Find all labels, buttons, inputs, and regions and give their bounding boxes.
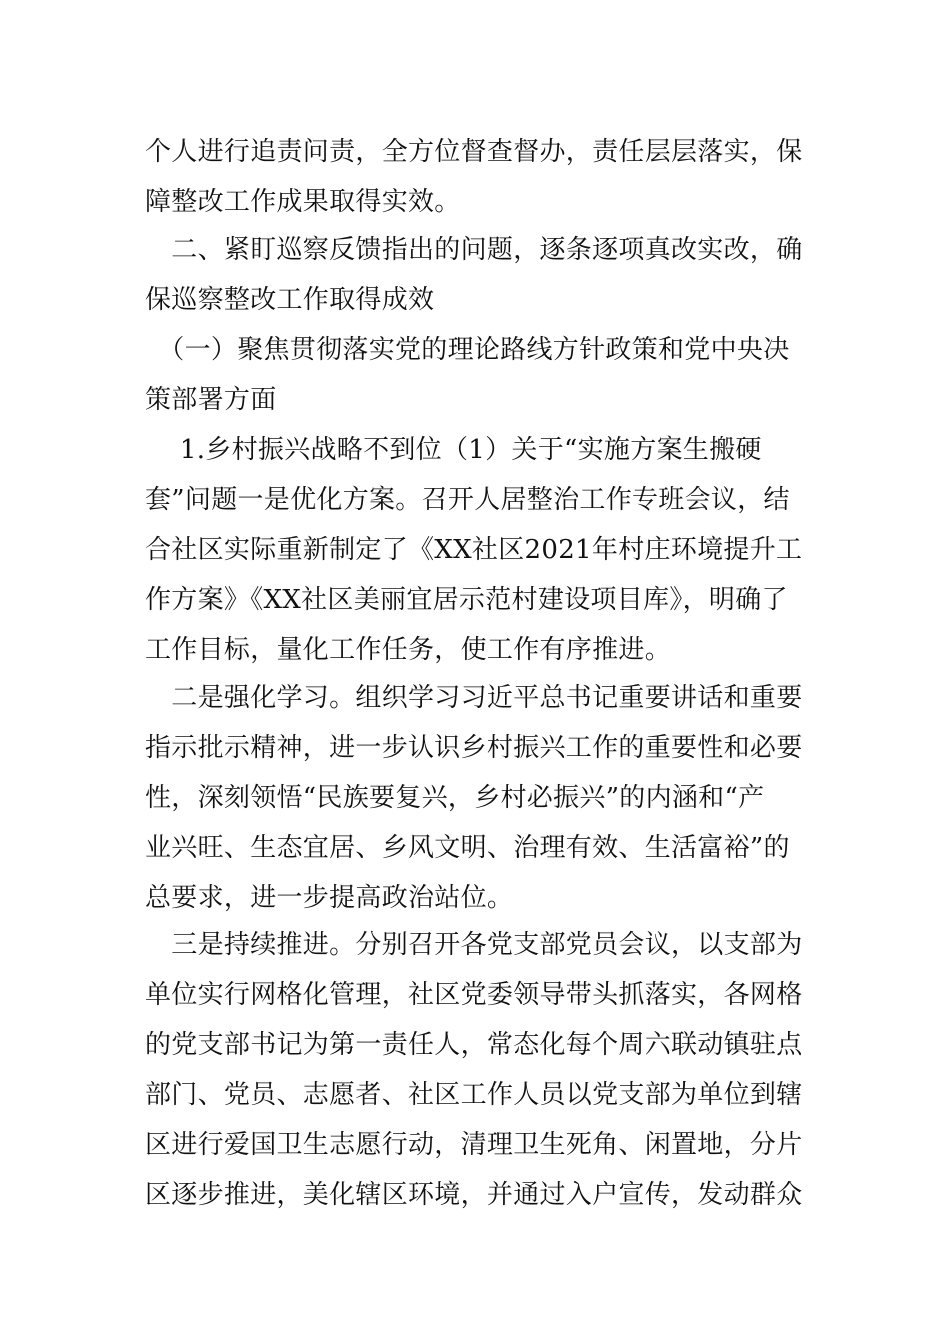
- subsection-heading-one: [145, 325, 809, 425]
- paragraph-rural-revitalization: [145, 425, 809, 675]
- text-line: 指示批示精神，进一步认识乡村振兴工作的重要性和必要: [145, 733, 803, 763]
- text-line: 二是强化学习。组织学习习近平总书记重要讲话和重要: [145, 683, 803, 713]
- text-line: （一）聚焦贯彻落实党的理论路线方针政策和党中央决: [145, 335, 790, 365]
- section-heading-two: [145, 225, 809, 325]
- text-line: 保巡察整改工作取得成效: [145, 285, 435, 315]
- text-line: 区进行爱国卫生志愿行动，清理卫生死角、闲置地，分片: [145, 1130, 803, 1160]
- text-line: 的党支部书记为第一责任人，常态化每个周六联动镇驻点: [145, 1030, 803, 1060]
- text-line: 单位实行网格化管理，社区党委领导带头抓落实，各网格: [145, 980, 803, 1010]
- text-line: 策部署方面: [145, 385, 277, 415]
- text-line: 部门、党员、志愿者、社区工作人员以党支部为单位到辖: [145, 1080, 803, 1110]
- text-line: 工作目标，量化工作任务，使工作有序推进。: [145, 635, 672, 665]
- text-line: 区逐步推进，美化辖区环境，并通过入户宣传，发动群众: [145, 1180, 803, 1210]
- text-line: 1.乡村振兴战略不到位（1）关于“实施方案生搬硬: [145, 435, 762, 465]
- text-line: 合社区实际重新制定了《XX社区2021年村庄环境提升工: [145, 535, 803, 565]
- text-line: 业兴旺、生态宜居、乡风文明、治理有效、生活富裕”的: [145, 833, 790, 863]
- paragraph-continuous-progress: [145, 920, 809, 1220]
- text-line: 个人进行追责问责，全方位督查督办，责任层层落实，保: [145, 137, 803, 167]
- paragraph-strengthen-study: [145, 673, 809, 923]
- text-line: 总要求，进一步提高政治站位。: [145, 883, 514, 913]
- text-line: 三是持续推进。分别召开各党支部党员会议，以支部为: [145, 930, 803, 960]
- text-line: 二、紧盯巡察反馈指出的问题，逐条逐项真改实改，确: [145, 235, 803, 265]
- text-line: 障整改工作成果取得实效。: [145, 187, 461, 217]
- paragraph-accountability: [145, 127, 809, 227]
- text-line: 性，深刻领悟“民族要复兴，乡村必振兴”的内涵和“产: [145, 783, 765, 813]
- text-line: 作方案》《XX社区美丽宜居示范村建设项目库》，明确了: [145, 585, 788, 615]
- text-line: 套”问题一是优化方案。召开人居整治工作专班会议，结: [145, 485, 790, 515]
